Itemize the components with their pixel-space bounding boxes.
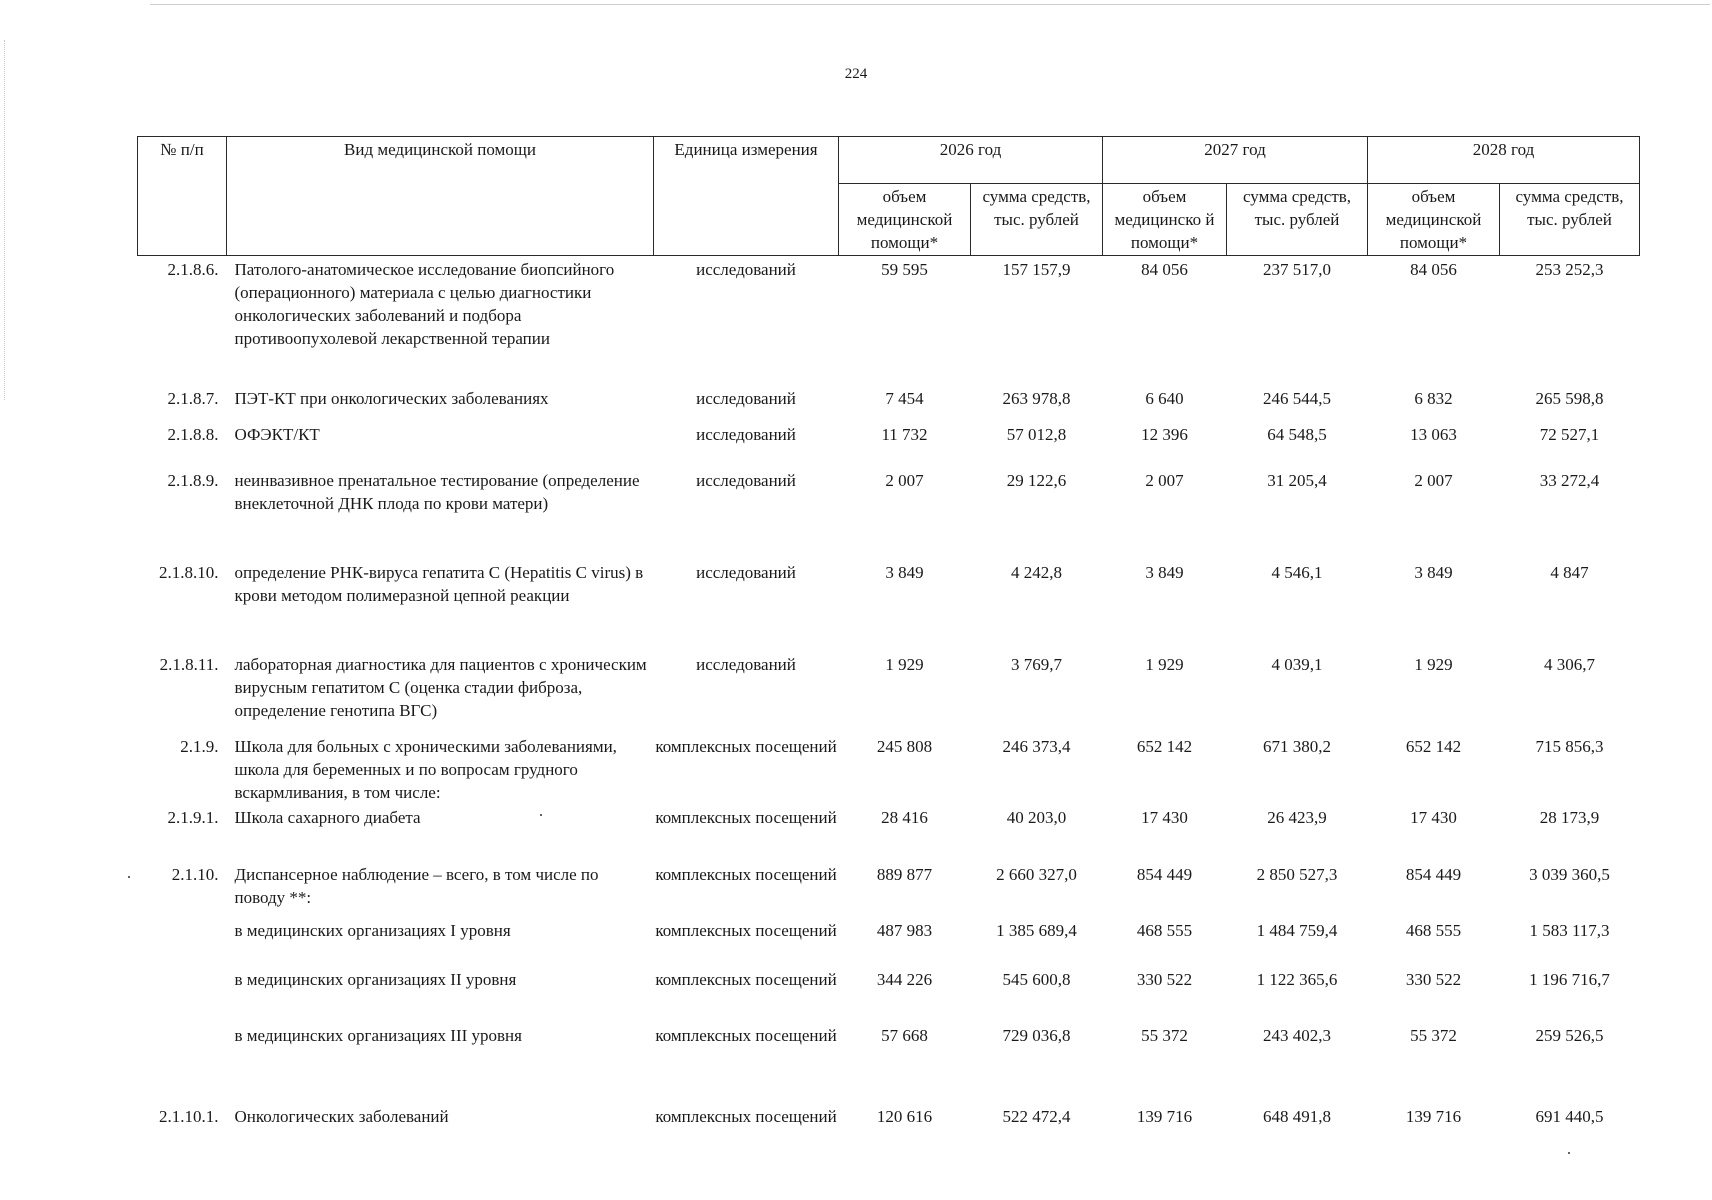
- row-number: 2.1.8.7.: [167, 388, 219, 408]
- row-care-type: определение РНК-вируса гепатита С (Hepatitis C virus) в крови методом полимеразной цепной реакции: [234, 562, 644, 605]
- row-volume-2026: 3 849: [885, 562, 924, 582]
- page-number: 224: [844, 66, 868, 82]
- scan-dot: [540, 814, 542, 816]
- row-sum-2027: 2 850 527,3: [1256, 864, 1338, 884]
- row-sum-2027: 1 122 365,6: [1256, 969, 1338, 989]
- row-care-type: Школа для больных с хроническими заболеваниями, школа для беременных и по вопросам грудного вскармливания, в том числе:: [234, 736, 617, 802]
- row-volume-2026: 11 732: [881, 424, 928, 444]
- table-row: [138, 256, 1640, 385]
- row-sum-2026: 545 600,8: [1002, 969, 1071, 989]
- row-number: 2.1.8.11.: [159, 654, 219, 674]
- table-header: [138, 137, 1640, 256]
- table-row: [138, 385, 1640, 421]
- table-row: [138, 1022, 1640, 1103]
- table-row: [138, 1103, 1640, 1163]
- row-volume-2027: 468 555: [1136, 920, 1193, 940]
- row-sum-2026: 157 157,9: [1002, 260, 1071, 279]
- row-volume-2026: 120 616: [876, 1106, 933, 1126]
- table-row: [138, 733, 1640, 804]
- row-volume-2026: 889 877: [876, 864, 933, 884]
- row-care-type: Патолого-анатомическое исследование биопсийного (операционного) материала с целью диагностики онкологических заболеваний и подбора противоопухолевой лекарственной терапии: [234, 260, 615, 348]
- row-sum-2027: 243 402,3: [1263, 1025, 1331, 1045]
- row-unit: исследований: [696, 562, 796, 582]
- row-sum-2026: 263 978,8: [1002, 388, 1071, 408]
- row-care-type: в медицинских организациях I уровня: [234, 920, 511, 940]
- row-sum-2028: 715 856,3: [1535, 736, 1604, 756]
- scan-margin-mark: [4, 40, 6, 400]
- row-number: 2.1.8.9.: [167, 470, 219, 490]
- row-sum-2028: 72 527,1: [1539, 424, 1600, 444]
- header-year-2027: 2027 год: [1103, 137, 1368, 184]
- row-sum-2028: 33 272,4: [1539, 470, 1600, 490]
- header-unit: Единица измерения: [654, 137, 839, 256]
- row-number: 2.1.8.10.: [159, 562, 219, 582]
- row-number: 2.1.10.1.: [159, 1106, 219, 1126]
- row-sum-2028: 265 598,8: [1535, 388, 1604, 408]
- row-unit: комплексных посещений: [655, 920, 837, 940]
- row-sum-2027: 64 548,5: [1267, 424, 1327, 444]
- row-sum-2026: 29 122,6: [1006, 470, 1067, 490]
- header-num: № п/п: [138, 137, 227, 256]
- row-unit: исследований: [696, 470, 796, 490]
- table-row: [138, 651, 1640, 733]
- row-sum-2028: 3 039 360,5: [1529, 864, 1610, 884]
- row-unit: комплексных посещений: [655, 864, 837, 884]
- row-sum-2028: 28 173,9: [1539, 807, 1600, 827]
- table-row: [138, 467, 1640, 559]
- row-volume-2028: 854 449: [1405, 864, 1462, 884]
- header-year-2028: 2028 год: [1368, 137, 1640, 184]
- table-row: [138, 917, 1640, 966]
- row-care-type: Школа сахарного диабета: [234, 807, 421, 827]
- row-sum-2026: 729 036,8: [1002, 1025, 1071, 1045]
- row-number: [138, 1022, 227, 1103]
- row-unit: комплексных посещений: [655, 1106, 837, 1126]
- header-year-2026: 2026 год: [839, 137, 1103, 184]
- row-volume-2026: 245 808: [876, 736, 933, 756]
- row-volume-2026: 344 226: [876, 969, 933, 989]
- row-care-type: в медицинских организациях III уровня: [234, 1025, 522, 1045]
- table-row: [138, 861, 1640, 917]
- row-volume-2027: 652 142: [1136, 736, 1193, 756]
- row-volume-2026: 1 929: [885, 654, 924, 674]
- row-volume-2027: 2 007: [1145, 470, 1184, 490]
- row-volume-2027: 1 929: [1145, 654, 1184, 674]
- row-sum-2027: 648 491,8: [1263, 1106, 1331, 1126]
- row-volume-2028: 330 522: [1405, 969, 1462, 989]
- row-care-type: лабораторная диагностика для пациентов с хроническим вирусным гепатитом С (оценка стадии фиброза, определение генотипа ВГС): [234, 654, 647, 720]
- table-row: [138, 804, 1640, 861]
- row-sum-2027: 246 544,5: [1263, 388, 1331, 408]
- row-sum-2028: 259 526,5: [1535, 1025, 1604, 1045]
- row-sum-2028: 691 440,5: [1535, 1106, 1604, 1126]
- row-sum-2027: 26 423,9: [1267, 807, 1327, 827]
- row-sum-2028: 253 252,3: [1535, 260, 1604, 279]
- row-volume-2028: 139 716: [1405, 1106, 1462, 1126]
- row-sum-2027: 31 205,4: [1267, 470, 1327, 490]
- row-volume-2026: 28 416: [881, 807, 928, 827]
- row-volume-2026: 487 983: [876, 920, 933, 940]
- scan-dot: [128, 876, 130, 878]
- row-volume-2028: 55 372: [1410, 1025, 1457, 1045]
- header-sum-2026: сумма средств, тыс. рублей: [971, 184, 1103, 256]
- table-row: [138, 559, 1640, 651]
- scan-edge-line: [150, 4, 1710, 5]
- row-volume-2028: 468 555: [1405, 920, 1462, 940]
- row-number: 2.1.8.8.: [167, 424, 219, 444]
- row-unit: комплексных посещений: [655, 807, 837, 827]
- row-sum-2028: 4 847: [1550, 562, 1589, 582]
- row-volume-2028: 6 832: [1414, 388, 1453, 408]
- row-volume-2027: 17 430: [1141, 807, 1188, 827]
- row-care-type: Диспансерное наблюдение – всего, в том числе по поводу **:: [234, 864, 599, 907]
- header-care-type: Вид медицинской помощи: [227, 137, 654, 256]
- row-volume-2027: 330 522: [1136, 969, 1193, 989]
- row-number: 2.1.8.6.: [167, 260, 219, 279]
- row-sum-2027: 237 517,0: [1263, 260, 1331, 279]
- row-unit: исследований: [696, 424, 796, 444]
- row-unit: комплексных посещений: [655, 969, 837, 989]
- row-number: 2.1.9.1.: [167, 807, 219, 827]
- row-volume-2027: 84 056: [1141, 260, 1188, 279]
- row-sum-2027: 4 546,1: [1271, 562, 1323, 582]
- header-sum-2027: сумма средств, тыс. рублей: [1227, 184, 1368, 256]
- row-sum-2028: 4 306,7: [1544, 654, 1595, 674]
- row-number: [138, 917, 227, 966]
- row-volume-2027: 55 372: [1141, 1025, 1188, 1045]
- row-sum-2027: 4 039,1: [1271, 654, 1323, 674]
- row-care-type: в медицинских организациях II уровня: [234, 969, 517, 989]
- row-volume-2026: 57 668: [881, 1025, 928, 1045]
- row-unit: комплексных посещений: [655, 736, 837, 756]
- row-volume-2028: 84 056: [1410, 260, 1457, 279]
- row-number: 2.1.9.: [180, 736, 219, 756]
- row-volume-2027: 139 716: [1136, 1106, 1193, 1126]
- row-sum-2027: 671 380,2: [1263, 736, 1331, 756]
- header-volume-2026: объем медицинской помощи*: [839, 184, 971, 256]
- row-sum-2026: 2 660 327,0: [996, 864, 1077, 884]
- row-sum-2028: 1 196 716,7: [1529, 969, 1610, 989]
- row-sum-2028: 1 583 117,3: [1529, 920, 1610, 940]
- row-sum-2026: 3 769,7: [1011, 654, 1062, 674]
- row-unit: комплексных посещений: [655, 1025, 837, 1045]
- table-row: [138, 966, 1640, 1022]
- header-volume-2027: объем медицинско й помощи*: [1103, 184, 1227, 256]
- row-volume-2028: 2 007: [1414, 470, 1453, 490]
- medical-care-table: [137, 136, 1640, 1163]
- row-sum-2027: 1 484 759,4: [1256, 920, 1338, 940]
- row-volume-2028: 1 929: [1414, 654, 1453, 674]
- row-care-type: ОФЭКТ/КТ: [234, 424, 320, 444]
- row-volume-2027: 6 640: [1145, 388, 1184, 408]
- row-care-type: ПЭТ-КТ при онкологических заболеваниях: [234, 388, 549, 408]
- table-row: [138, 421, 1640, 467]
- row-unit: исследований: [696, 388, 796, 408]
- row-unit: исследований: [696, 260, 796, 279]
- row-volume-2026: 59 595: [881, 260, 928, 279]
- row-volume-2028: 652 142: [1405, 736, 1462, 756]
- header-sum-2028: сумма средств, тыс. рублей: [1500, 184, 1640, 256]
- row-number: [138, 966, 227, 1022]
- header-volume-2028: объем медицинской помощи*: [1368, 184, 1500, 256]
- row-sum-2026: 4 242,8: [1011, 562, 1062, 582]
- row-volume-2027: 3 849: [1145, 562, 1184, 582]
- row-sum-2026: 246 373,4: [1002, 736, 1071, 756]
- row-volume-2027: 12 396: [1141, 424, 1188, 444]
- row-care-type: Онкологических заболеваний: [234, 1106, 449, 1126]
- row-sum-2026: 522 472,4: [1002, 1106, 1071, 1126]
- row-volume-2028: 17 430: [1410, 807, 1457, 827]
- row-volume-2028: 13 063: [1410, 424, 1457, 444]
- scan-dot: [1568, 1152, 1570, 1154]
- row-volume-2026: 2 007: [885, 470, 924, 490]
- row-sum-2026: 57 012,8: [1006, 424, 1067, 444]
- row-care-type: неинвазивное пренатальное тестирование (определение внеклеточной ДНК плода по крови матери): [234, 470, 640, 513]
- row-volume-2028: 3 849: [1414, 562, 1453, 582]
- row-volume-2026: 7 454: [885, 388, 924, 408]
- table-body: [138, 256, 1640, 1163]
- row-sum-2026: 40 203,0: [1006, 807, 1067, 827]
- row-unit: исследований: [696, 654, 796, 674]
- row-volume-2027: 854 449: [1136, 864, 1193, 884]
- row-sum-2026: 1 385 689,4: [996, 920, 1077, 940]
- row-number: 2.1.10.: [171, 864, 219, 884]
